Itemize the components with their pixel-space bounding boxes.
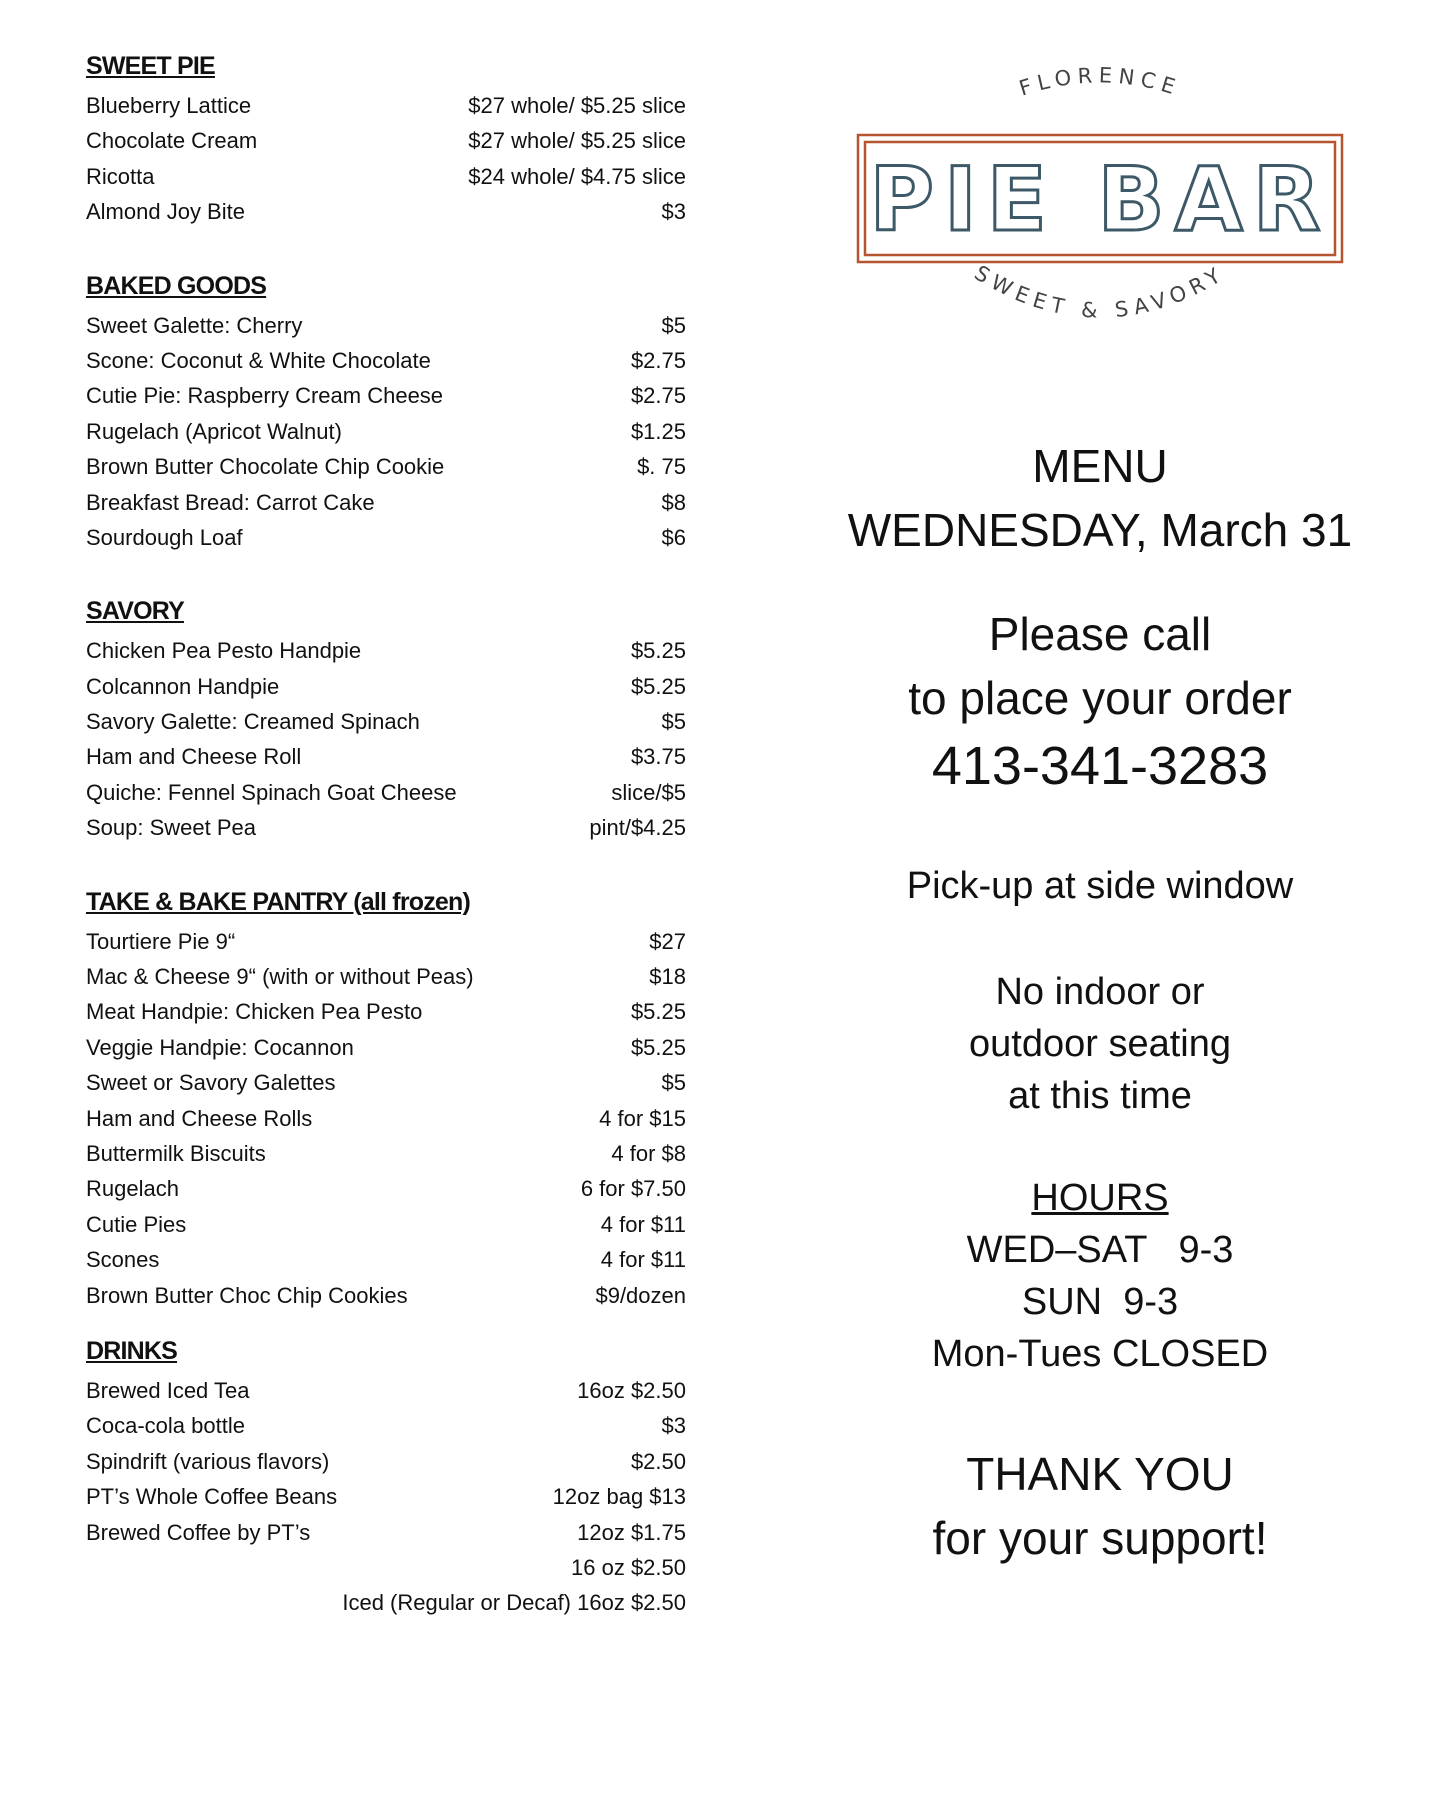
item-price: 4 for $11 — [600, 1247, 686, 1273]
menu-section-take-and-bake — [86, 886, 686, 1313]
menu-item — [86, 669, 686, 704]
item-price: pint/$4.25 — [589, 815, 686, 841]
section-heading: DRINKS — [86, 1336, 178, 1365]
seating-line: No indoor or — [995, 971, 1205, 1013]
menu-item — [86, 1408, 686, 1443]
menu-item — [86, 1444, 686, 1479]
item-price: $5 — [661, 709, 686, 735]
item-name: Coca-cola bottle — [86, 1413, 245, 1439]
menu-item — [86, 449, 686, 484]
menu-item — [86, 414, 686, 449]
call-line: Please call — [988, 608, 1212, 660]
menu-section-drinks — [86, 1335, 686, 1621]
menu-item — [86, 1515, 686, 1550]
hours-line: Mon-Tues CLOSED — [931, 1333, 1269, 1375]
item-price: 6 for $7.50 — [580, 1176, 686, 1202]
menu-item — [86, 123, 686, 158]
menu-item — [86, 1207, 686, 1242]
menu-section-sweet-pie — [86, 50, 686, 230]
item-price: 4 for $8 — [611, 1140, 686, 1166]
menu-item — [86, 1242, 686, 1277]
item-price: 12oz bag $13 — [552, 1484, 686, 1510]
item-name: Cutie Pies — [86, 1211, 187, 1237]
item-name: Scone: Coconut & White Chocolate — [86, 347, 431, 373]
item-price: $8 — [661, 489, 686, 515]
menu-item — [86, 343, 686, 378]
item-name: Colcannon Handpie — [86, 673, 280, 699]
menu-item — [86, 1101, 686, 1136]
menu-section-savory — [86, 595, 686, 845]
menu-date: WEDNESDAY, March 31 — [847, 504, 1353, 556]
item-name: Breakfast Bread: Carrot Cake — [86, 489, 375, 515]
menu-section-baked-goods — [86, 270, 686, 556]
item-name: Sweet Galette: Cherry — [86, 312, 303, 338]
item-name: Mac & Cheese 9“ (with or without Peas) — [86, 964, 474, 990]
call-line: to place your order — [908, 672, 1292, 724]
item-name: Sweet or Savory Galettes — [86, 1070, 336, 1096]
item-price: $5 — [661, 312, 686, 338]
menu-item — [86, 308, 686, 343]
item-name: Soup: Sweet Pea — [86, 815, 257, 841]
item-price: $5 — [661, 1070, 686, 1096]
item-price: $24 whole/ $4.75 slice — [468, 163, 686, 189]
item-price: 16oz $2.50 — [577, 1377, 686, 1403]
menu-item — [86, 485, 686, 520]
item-name: Spindrift (various flavors) — [86, 1448, 330, 1474]
item-name: Blueberry Lattice — [86, 93, 252, 118]
item-price: $5.25 — [630, 999, 686, 1025]
menu-item — [86, 1278, 686, 1313]
item-name: Scones — [86, 1247, 160, 1273]
item-name: Almond Joy Bite — [86, 199, 245, 225]
section-heading: SWEET PIE — [86, 52, 215, 80]
item-name: Rugelach (Apricot Walnut) — [86, 418, 342, 444]
hours-title: HOURS — [1031, 1177, 1169, 1219]
menu-item — [86, 88, 686, 123]
item-price: slice/$5 — [611, 779, 686, 805]
item-price: 4 for $15 — [599, 1105, 686, 1131]
menu-item — [86, 1550, 686, 1585]
item-name: Buttermilk Biscuits — [86, 1140, 266, 1166]
item-name: PT’s Whole Coffee Beans — [86, 1484, 338, 1510]
item-name: Tourtiere Pie 9“ — [86, 928, 236, 954]
item-price: $27 — [649, 928, 686, 954]
item-name: Savory Galette: Creamed Spinach — [86, 709, 420, 735]
logo-bottom-arc-text: SWEET & SAVORY — [970, 260, 1230, 323]
menu-item — [86, 1585, 686, 1620]
logo-top-arc-text: FLORENCE — [1016, 63, 1184, 101]
item-name: Chicken Pea Pesto Handpie — [86, 638, 362, 664]
item-price: $2.75 — [630, 347, 686, 373]
item-price: $5.25 — [630, 638, 686, 664]
call-block — [820, 602, 1380, 802]
menu-items-column — [86, 50, 686, 1661]
logo-graphic — [850, 50, 1350, 350]
item-price: Iced (Regular or Decaf) 16oz $2.50 — [342, 1590, 686, 1616]
item-name: Ham and Cheese Rolls — [86, 1105, 313, 1131]
item-name: Quiche: Fennel Spinach Goat Cheese — [86, 779, 457, 805]
section-heading: TAKE & BAKE PANTRY (all frozen) — [86, 887, 471, 916]
item-name: Rugelach — [86, 1176, 179, 1202]
item-name: Meat Handpie: Chicken Pea Pesto — [86, 999, 423, 1025]
item-price: $6 — [661, 524, 686, 550]
menu-item — [86, 704, 686, 739]
menu-item — [86, 1479, 686, 1514]
menu-item — [86, 1136, 686, 1171]
menu-item — [86, 194, 686, 229]
menu-item — [86, 378, 686, 413]
item-price: 4 for $11 — [600, 1211, 686, 1237]
hours-line: WED–SAT 9-3 — [966, 1229, 1234, 1271]
menu-date-block — [820, 434, 1380, 562]
item-name: Veggie Handpie: Cocannon — [86, 1034, 354, 1060]
item-price: $3 — [661, 199, 686, 225]
info-column — [820, 50, 1380, 1570]
phone-number: 413-341-3283 — [931, 736, 1269, 796]
menu-item — [86, 1065, 686, 1100]
item-price: $2.75 — [630, 383, 686, 409]
item-name: Chocolate Cream — [86, 128, 258, 154]
section-heading: BAKED GOODS — [86, 271, 267, 300]
menu-label: MENU — [1032, 440, 1168, 492]
item-name: Brewed Iced Tea — [86, 1377, 250, 1403]
item-price: $27 whole/ $5.25 slice — [468, 93, 686, 118]
seating-line: outdoor seating — [969, 1023, 1231, 1065]
item-price: $5.25 — [630, 1034, 686, 1060]
menu-item — [86, 520, 686, 555]
item-name: Ricotta — [86, 163, 155, 189]
item-price: $3 — [661, 1413, 686, 1439]
thank-you-line: for your support! — [932, 1512, 1268, 1564]
item-price: $3.75 — [630, 744, 686, 770]
item-name: Brown Butter Choc Chip Cookies — [86, 1282, 408, 1308]
menu-item — [86, 739, 686, 774]
menu-item — [86, 1171, 686, 1206]
thank-you-block — [820, 1442, 1380, 1570]
menu-item — [86, 810, 686, 845]
item-price: $2.50 — [630, 1448, 686, 1474]
item-price: $5.25 — [630, 673, 686, 699]
item-price: $1.25 — [630, 418, 686, 444]
thank-you-line: THANK YOU — [966, 1448, 1234, 1500]
menu-item — [86, 1030, 686, 1065]
menu-item — [86, 633, 686, 668]
menu-item — [86, 775, 686, 810]
menu-item — [86, 994, 686, 1029]
pickup-note: Pick-up at side window — [906, 865, 1294, 907]
item-name: Sourdough Loaf — [86, 524, 243, 550]
item-name: Brewed Coffee by PT’s — [86, 1519, 311, 1545]
menu-item — [86, 959, 686, 994]
pie-bar-logo — [850, 50, 1350, 350]
logo-title: PIE BAR — [869, 148, 1331, 251]
item-price: 16 oz $2.50 — [571, 1554, 686, 1580]
seating-line: at this time — [1008, 1075, 1192, 1117]
item-price: 12oz $1.75 — [577, 1519, 686, 1545]
item-price: $18 — [649, 964, 686, 990]
hours-line: SUN 9-3 — [1021, 1281, 1179, 1323]
item-name: Brown Butter Chocolate Chip Cookie — [86, 454, 445, 480]
item-name: Cutie Pie: Raspberry Cream Cheese — [86, 383, 444, 409]
item-price: $. 75 — [637, 454, 686, 480]
section-heading: SAVORY — [86, 597, 184, 626]
hours-block — [820, 1172, 1380, 1380]
item-price: $27 whole/ $5.25 slice — [468, 128, 686, 154]
menu-item — [86, 159, 686, 194]
item-price: $9/dozen — [595, 1282, 686, 1308]
menu-item — [86, 924, 686, 959]
item-name: Ham and Cheese Roll — [86, 744, 302, 770]
seating-note — [820, 966, 1380, 1122]
menu-item — [86, 1373, 686, 1408]
